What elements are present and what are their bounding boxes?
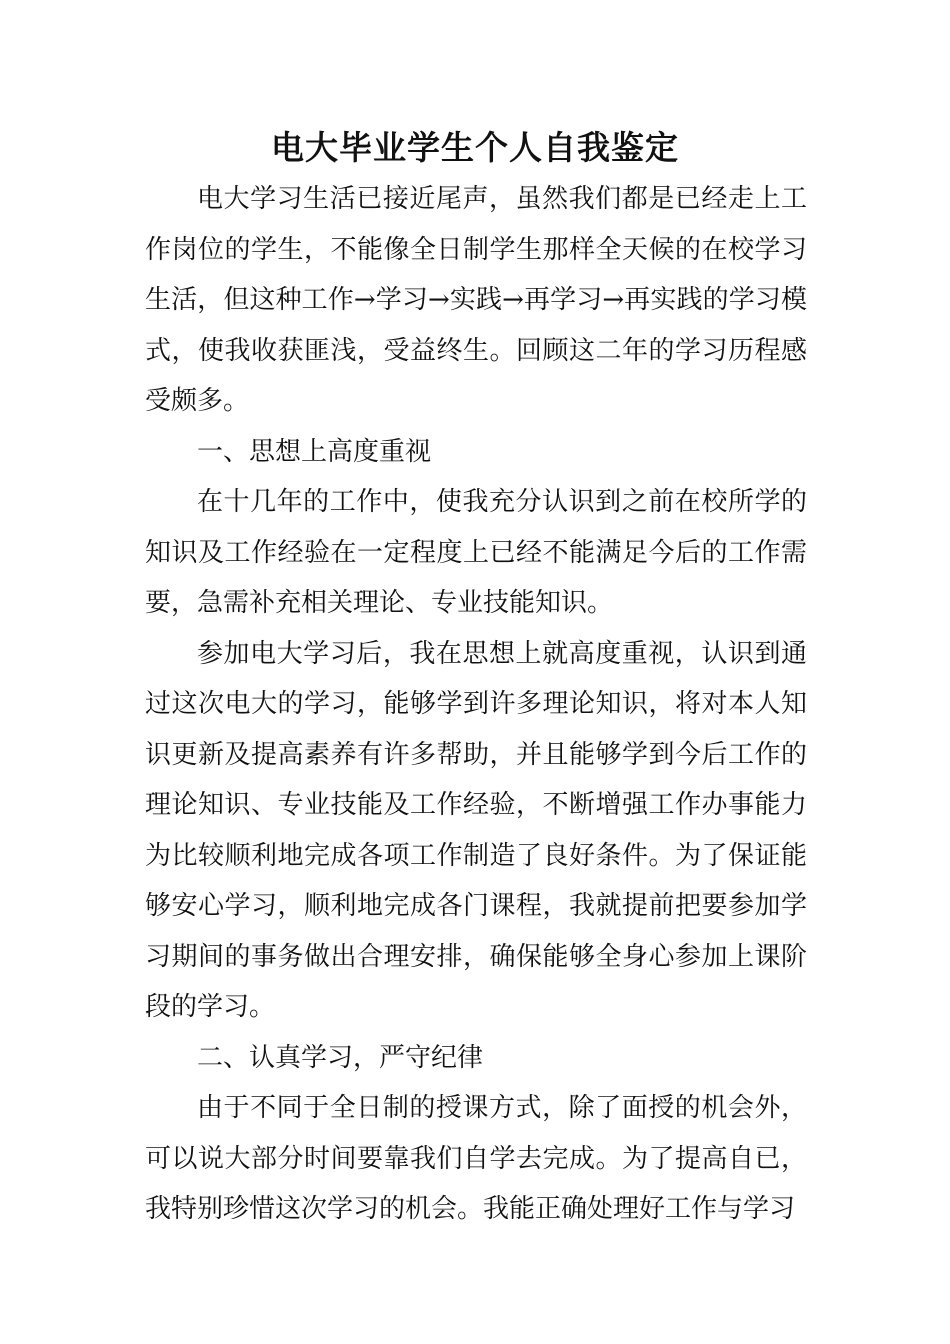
section-heading-2: 二、认真学习，严守纪律 — [197, 1042, 484, 1073]
section-heading-1: 一、思想上高度重视 — [197, 436, 432, 467]
paragraph: 参加电大学习后，我在思想上就高度重视，认识到通过这次电大的学习，能够学到许多理论知识，将对本人知识更新及提高素养有许多帮助，并且能够学到今后工作的理论知识、专业技能及工作经验，不断增强工作办事能力为比较顺利地完成各项工作制造了良好条件。为了保证能够安心学习，顺利地完成各门课程，我就提前把要参加学习期间的事务做出合理安排，确保能够全身心参加上课阶段的学习。 — [145, 638, 807, 1022]
paragraph-intro: 电大学习生活已接近尾声，虽然我们都是已经走上工作岗位的学生，不能像全日制学生那样全天候的在校学习生活，但这种工作→学习→实践→再学习→再实践的学习模式，使我收获匪浅，受益终生。回顾这二年的学习历程感受颇多。 — [145, 184, 807, 416]
document-body — [145, 174, 807, 1235]
paragraph: 由于不同于全日制的授课方式，除了面授的机会外，可以说大部分时间要靠我们自学去完成。为了提高自已，我特别珍惜这次学习的机会。我能正确处理好工作与学习 — [145, 1093, 807, 1224]
paragraph: 在十几年的工作中，使我充分认识到之前在校所学的知识及工作经验在一定程度上已经不能满足今后的工作需要，急需补充相关理论、专业技能知识。 — [145, 487, 807, 618]
document-title: 电大毕业学生个人自我鉴定 — [271, 128, 679, 167]
